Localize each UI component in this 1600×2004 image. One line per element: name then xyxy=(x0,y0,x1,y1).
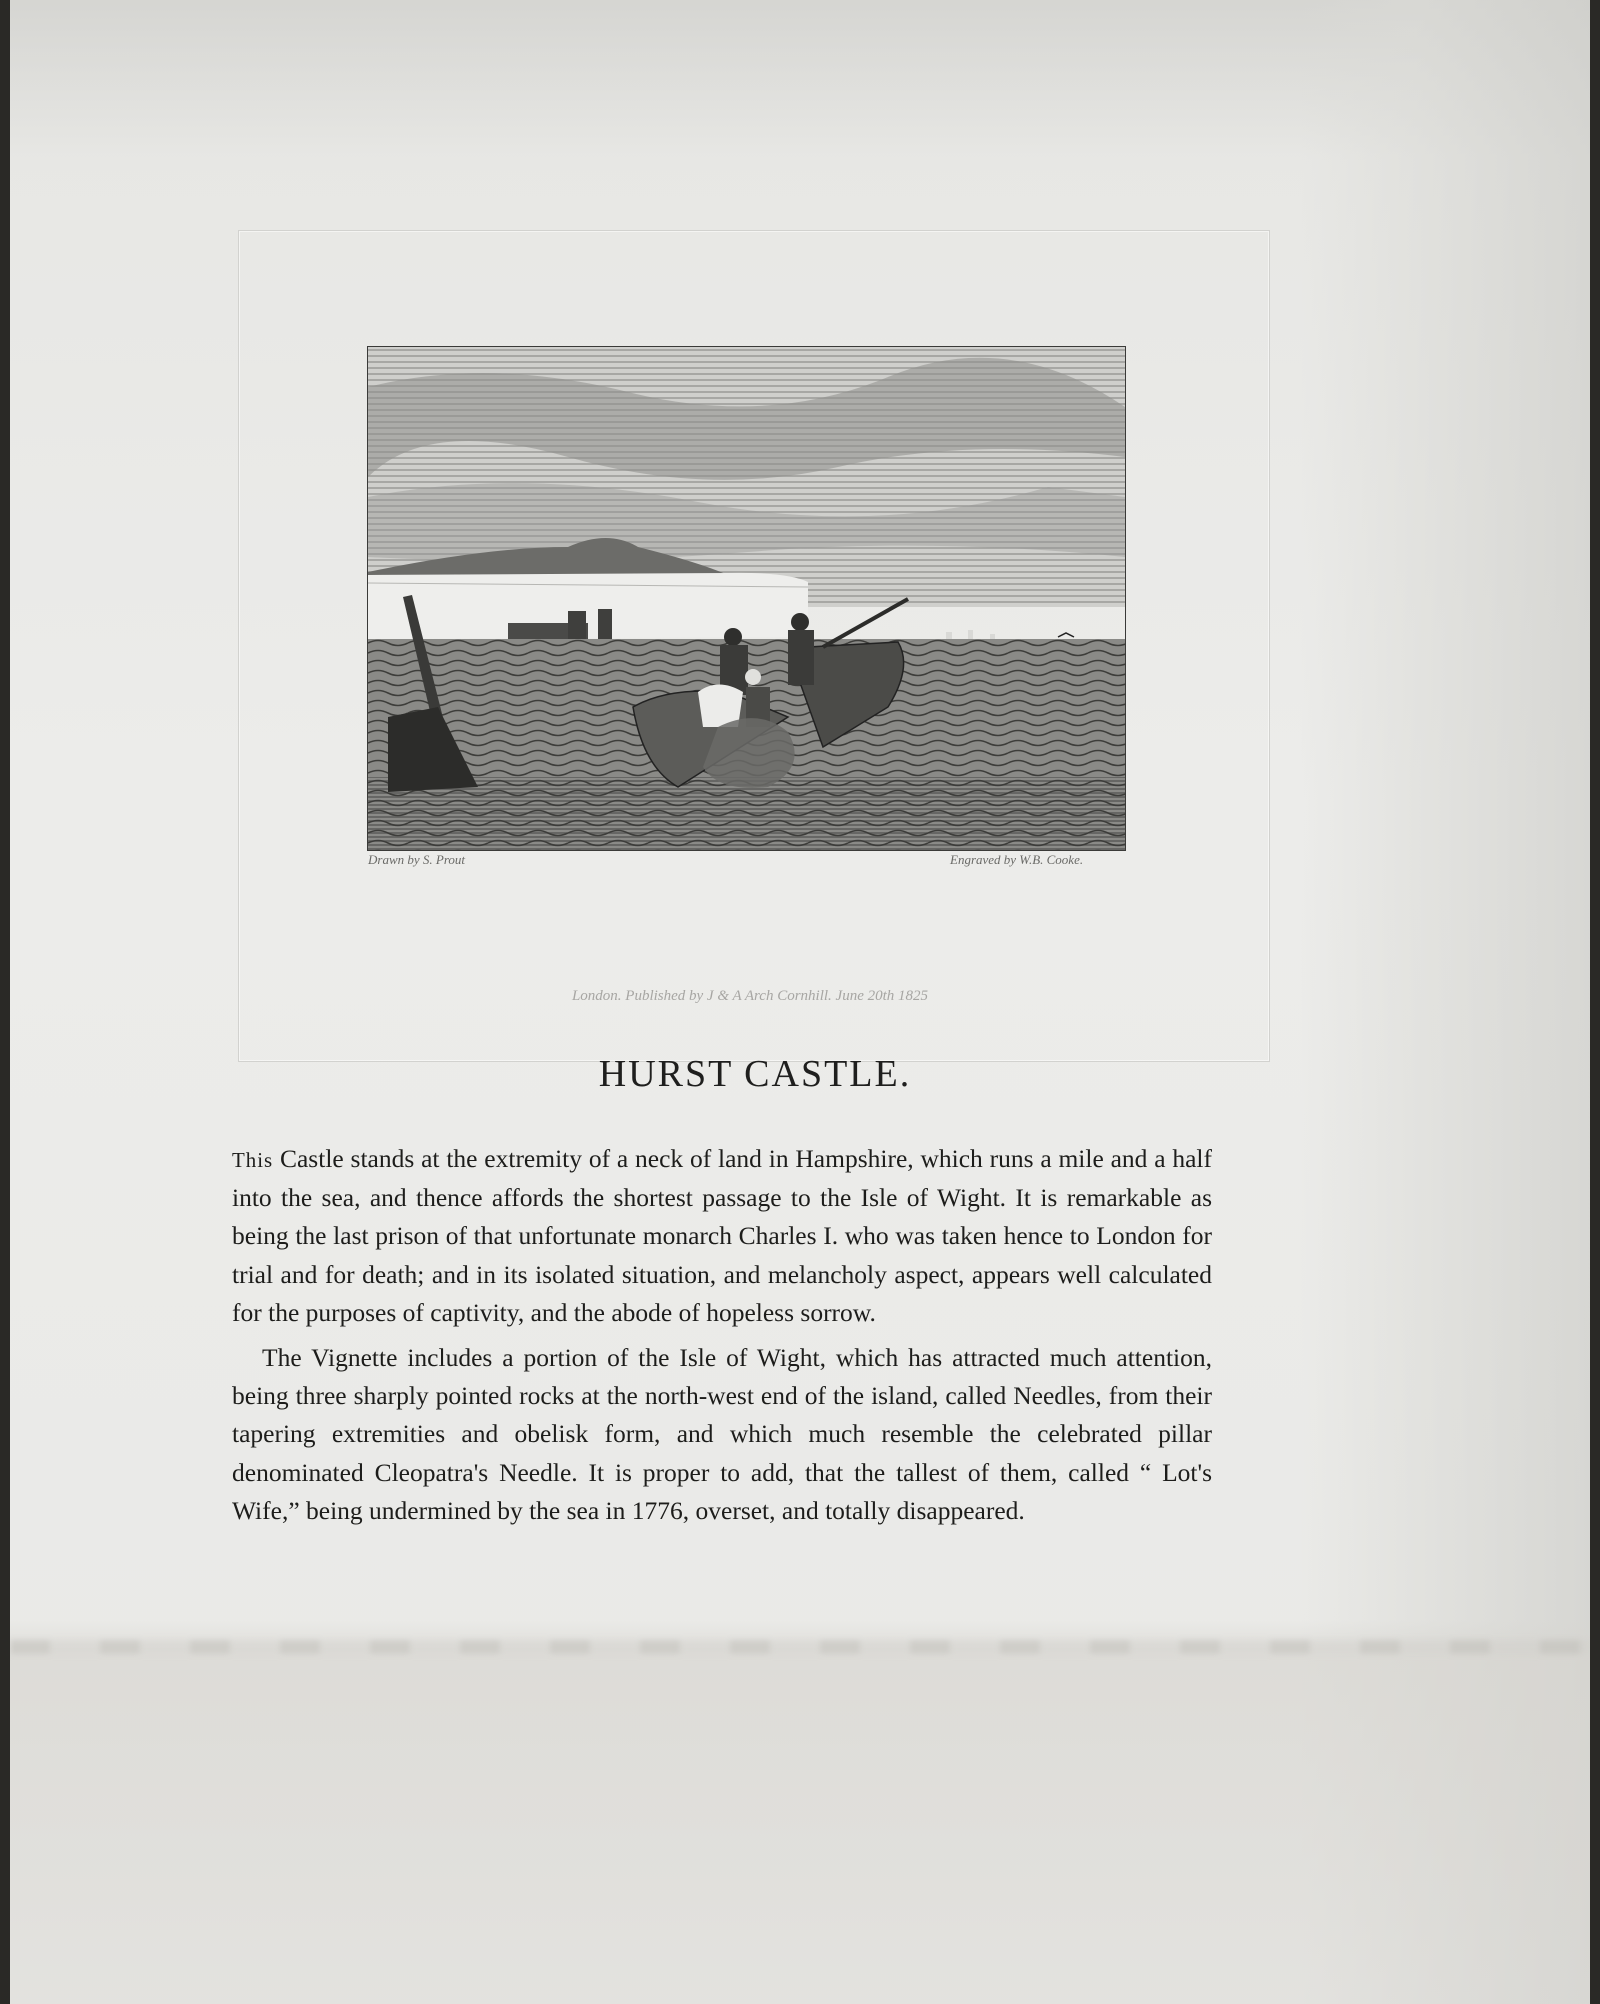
drawn-by-credit: Drawn by S. Prout xyxy=(368,852,466,867)
document-page xyxy=(10,0,1590,2004)
engraved-by-credit: Engraved by W.B. Cooke. xyxy=(950,852,1084,867)
engraving-image xyxy=(367,346,1126,851)
paragraph-1 xyxy=(232,1140,1212,1332)
paper-stain-edge xyxy=(10,1640,1590,1654)
paragraph-2: The Vignette includes a portion of the Isle of Wight, which has attracted much attention, being three sharply pointed rocks at the north-west end of the island, called Needles, from their tapering extremities and obelisk form, and which much resemble the celebrated pillar denominated Cleopatra's Needle. It is proper to add, that the tallest of them, called “ Lot's Wife,” being undermined by the sea in 1776, overset, and totally disappeared. xyxy=(232,1343,1212,1525)
publisher-line: London. Published by J & A Arch Cornhill. June 20th 1825 xyxy=(571,988,929,1004)
dropcap-word: This xyxy=(232,1148,274,1172)
paper-stain-bottom xyxy=(10,1620,1590,2004)
paragraph-1-text: Castle stands at the extremity of a neck of land in Hampshire, which runs a mile and a half into the sea, and thence affords the shortest passage to the Isle of Wight. It is remarkable as being the last prison of that unfortunate monarch Charles I. who was taken hence to London for trial and for death; and in its isolated situation, and melancholy aspect, appears well calculated for the purposes of captivity, and the abode of hopeless sorrow. xyxy=(232,1144,1212,1327)
body-text xyxy=(232,1140,1212,1537)
page-title: HURST CASTLE. xyxy=(598,1053,912,1095)
